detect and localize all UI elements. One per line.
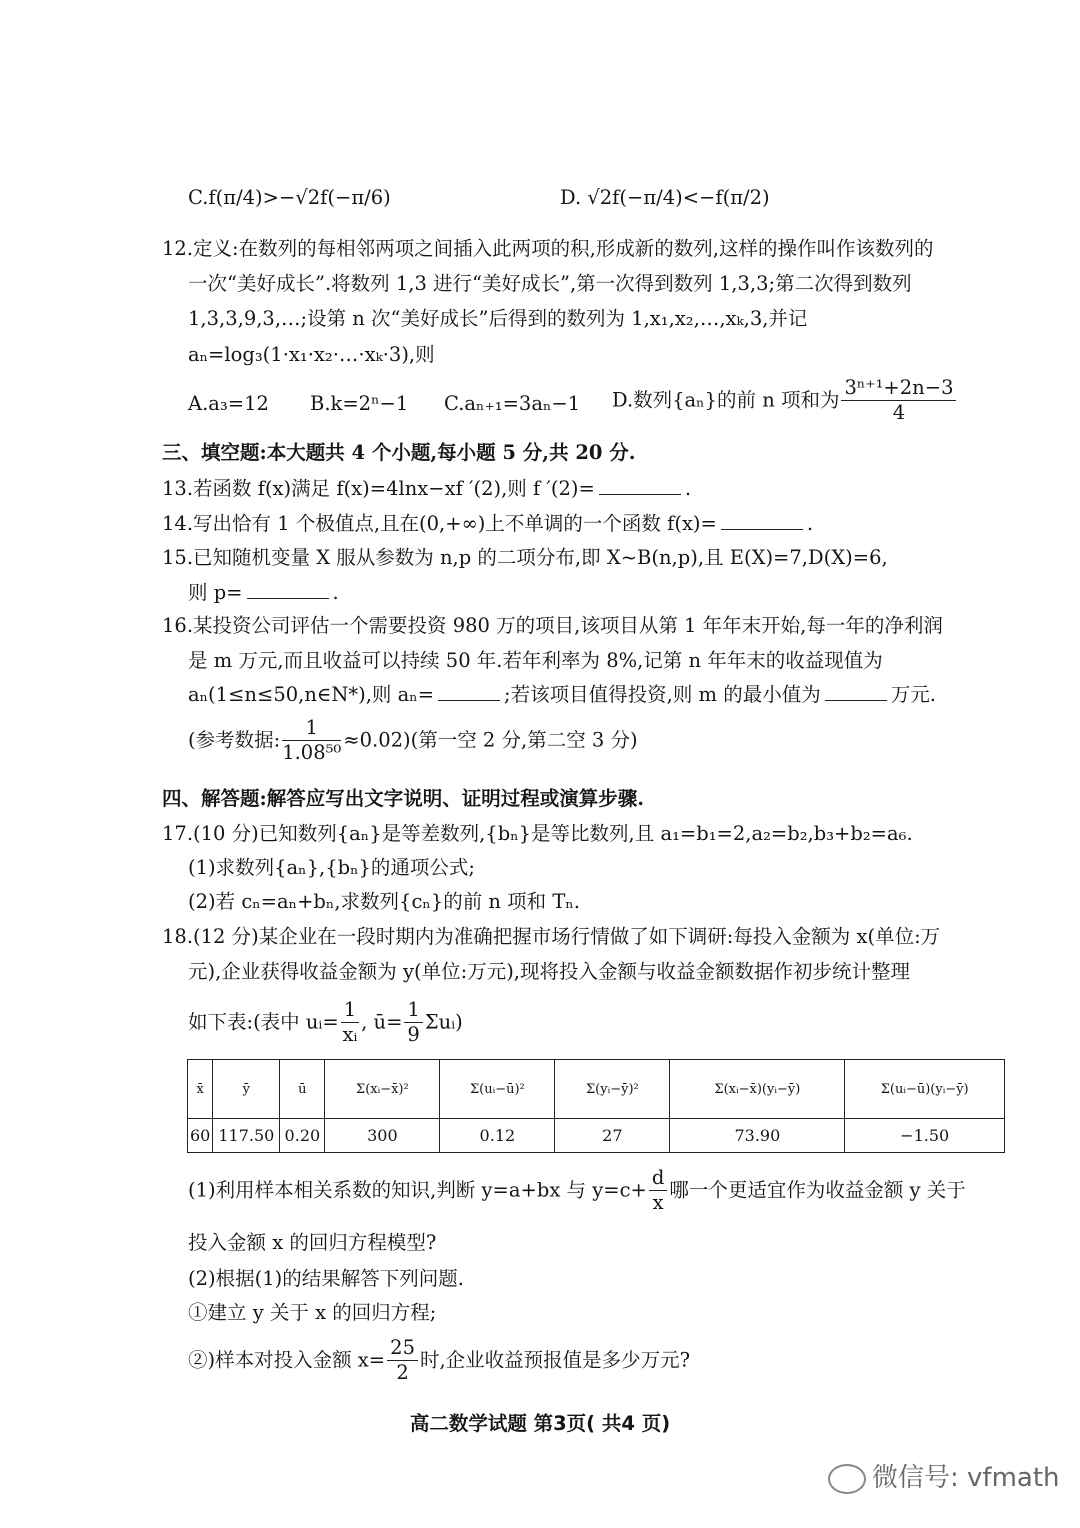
q18-part-1-prefix: (1)利用样本相关系数的知识,判断 y=a+bx 与 y=c+ [188,1178,647,1202]
q16-text-c: 万元. [890,683,936,706]
watermark-text: 微信号: vfmath [872,1463,1060,1493]
q14 [162,511,813,536]
q15-line-1: 15.已知随机变量 X 服从参数为 n,p 的二项分布,即 X~B(n,p),且 E(X)=7,D(X)=6, [162,546,888,569]
q16-answer-blank-1[interactable] [438,682,500,701]
table-header-row [188,1060,1005,1119]
q15-answer-blank[interactable] [247,580,329,599]
q17-line-2: (1)求数列{aₙ},{bₙ}的通项公式; [188,856,475,879]
table-cell: 117.50 [213,1119,280,1153]
fraction-denominator: xᵢ [342,1023,358,1047]
q12-line-2: 一次“美好成长”.将数列 1,3 进行“美好成长”,第一次得到数列 1,3,3;第二次得到数列 [188,272,912,295]
q18-mean-fraction [404,1000,422,1046]
q18-x-value-fraction [387,1338,418,1384]
q16-line-1: 16.某投资公司评估一个需要投资 980 万的项目,该项目从第 1 年年末开始,每一年的净利润 [162,614,943,637]
fraction-numerator: 1 [404,1000,422,1023]
table-cell: −1.50 [845,1119,1005,1153]
wechat-icon [828,1464,866,1494]
q18-u-fraction [341,1000,359,1046]
q11-option-c: C.f(π/4)>−√2f(−π/6) [188,186,391,209]
q18-part-1-line-2: 投入金额 x 的回归方程模型? [188,1231,437,1254]
q14-answer-blank[interactable] [721,511,803,530]
q12-line-4: aₙ=log₃(1·x₁·x₂·…·xₖ·3),则 [188,343,435,366]
q12-option-a: A.a₃=12 [188,392,269,415]
q14-text: 14.写出恰有 1 个极值点,且在(0,+∞)上不单调的一个函数 f(x)= [162,512,717,535]
q18-part-2: (2)根据(1)的结果解答下列问题. [188,1267,464,1290]
table-header-cell: ȳ [213,1060,280,1119]
table-header-cell: Σ(uᵢ−ū)² [440,1060,555,1119]
q12-line-3: 1,3,3,9,3,…;设第 n 次“美好成长”后得到的数列为 1,x₁,x₂,…,xₖ,3,并记 [188,307,808,330]
q16-ref-fraction [282,718,341,764]
q17-line-3: (2)若 cₙ=aₙ+bₙ,求数列{cₙ}的前 n 项和 Tₙ. [188,890,580,913]
table-header-cell: ū [280,1060,325,1119]
q16-text-b: ;若该项目值得投资,则 m 的最小值为 [504,683,821,706]
q16-line-2: 是 m 万元,而且收益可以持续 50 年.若年利率为 8%,记第 n 年年末的收益现值为 [188,649,883,672]
q18-line-2: 元),企业获得收益金额为 y(单位:万元),现将投入金额与收益金额数据作初步统计整理 [188,960,911,983]
q18-part-2a: ①建立 y 关于 x 的回归方程; [188,1301,437,1324]
q13-text: 13.若函数 f(x)满足 f(x)=4lnx−xf ′(2),则 f ′(2)= [162,477,595,500]
q18-part-2b-prefix: ②)样本对投入金额 x= [188,1348,386,1372]
q13-answer-blank[interactable] [599,476,681,495]
section-3-title: 三、填空题:本大题共 4 个小题,每小题 5 分,共 20 分. [162,441,636,464]
q13-end: . [684,477,692,500]
fraction-denominator: 4 [892,401,906,425]
q16-answer-blank-2[interactable] [825,682,887,701]
q15-text: 则 p= [188,581,243,604]
fraction-denominator: 1.08⁵⁰ [282,741,342,765]
q16-ref-suffix: ≈0.02)(第一空 2 分,第二空 3 分) [343,728,638,752]
fraction-denominator: x [652,1191,664,1215]
page-footer: 高二数学试题 第3页( 共4 页) [409,1412,671,1435]
table-header-cell: Σ(uᵢ−ū)(yᵢ−ȳ) [845,1060,1005,1119]
q18-part-2b-suffix: 时,企业收益预报值是多少万元? [419,1348,691,1372]
q16-line-3 [188,682,936,707]
table-header-cell: x̄ [188,1060,213,1119]
table-cell: 73.90 [670,1119,845,1153]
q18-part-1 [188,1168,966,1214]
q12-option-d-fraction [841,378,956,424]
q12-option-d-prefix: D.数列{aₙ}的前 n 项和为 [612,388,840,412]
fraction-denominator: 9 [407,1023,420,1047]
q18-line-3-prefix: 如下表:(表中 uᵢ= [188,1010,339,1034]
fraction-numerator: 1 [282,718,341,741]
table-header-cell: Σ(xᵢ−x̄)(yᵢ−ȳ) [670,1060,845,1119]
q18-line-3 [188,1000,463,1046]
table-cell: 0.12 [440,1119,555,1153]
table-cell: 0.20 [280,1119,325,1153]
q18-line-3-mid: , ū= [361,1010,403,1034]
table-row [188,1119,1005,1153]
q16-reference [188,718,638,764]
table-header-cell: Σ(xᵢ−x̄)² [325,1060,440,1119]
q18-d-over-x-fraction [649,1168,667,1214]
fraction-denominator: 2 [396,1361,409,1385]
q13 [162,476,691,501]
q15-end: . [332,581,339,604]
table-cell: 60 [188,1119,213,1153]
q12-option-d [612,378,958,424]
q16-ref-prefix: (参考数据: [188,728,281,752]
q16-text-a: aₙ(1≤n≤50,n∈N*),则 aₙ= [188,683,435,706]
q11-option-d: D. √2f(−π/4)<−f(π/2) [560,186,770,209]
q17-line-1: 17.(10 分)已知数列{aₙ}是等差数列,{bₙ}是等比数列,且 a₁=b₁=2,a₂=b₂,b₃+b₂=a₆. [162,822,913,845]
q18-line-3-suffix: Σuᵢ) [424,1010,463,1034]
table-cell: 27 [555,1119,670,1153]
statistics-table [187,1059,1005,1153]
watermark [828,1457,1060,1494]
fraction-numerator: 1 [341,1000,359,1023]
q15-line-2 [188,580,339,605]
table-header-cell: Σ(yᵢ−ȳ)² [555,1060,670,1119]
table-cell: 300 [325,1119,440,1153]
q18-part-2b [188,1338,690,1384]
q18-line-1: 18.(12 分)某企业在一段时期内为准确把握市场行情做了如下调研:每投入金额为 x(单位:万 [162,925,941,948]
fraction-numerator: 3ⁿ⁺¹+2n−3 [841,378,956,401]
q14-end: . [806,512,814,535]
fraction-numerator: d [649,1168,667,1191]
section-4-title: 四、解答题:解答应写出文字说明、证明过程或演算步骤. [162,787,644,810]
fraction-numerator: 25 [387,1338,418,1361]
q12-line-1: 12.定义:在数列的每相邻两项之间插入此两项的积,形成新的数列,这样的操作叫作该数列的 [162,237,934,260]
q18-part-1-suffix: 哪一个更适宜作为收益金额 y 关于 [669,1178,966,1202]
q12-option-c: C.aₙ₊₁=3aₙ−1 [444,392,581,415]
q12-option-b: B.k=2ⁿ−1 [310,392,409,415]
